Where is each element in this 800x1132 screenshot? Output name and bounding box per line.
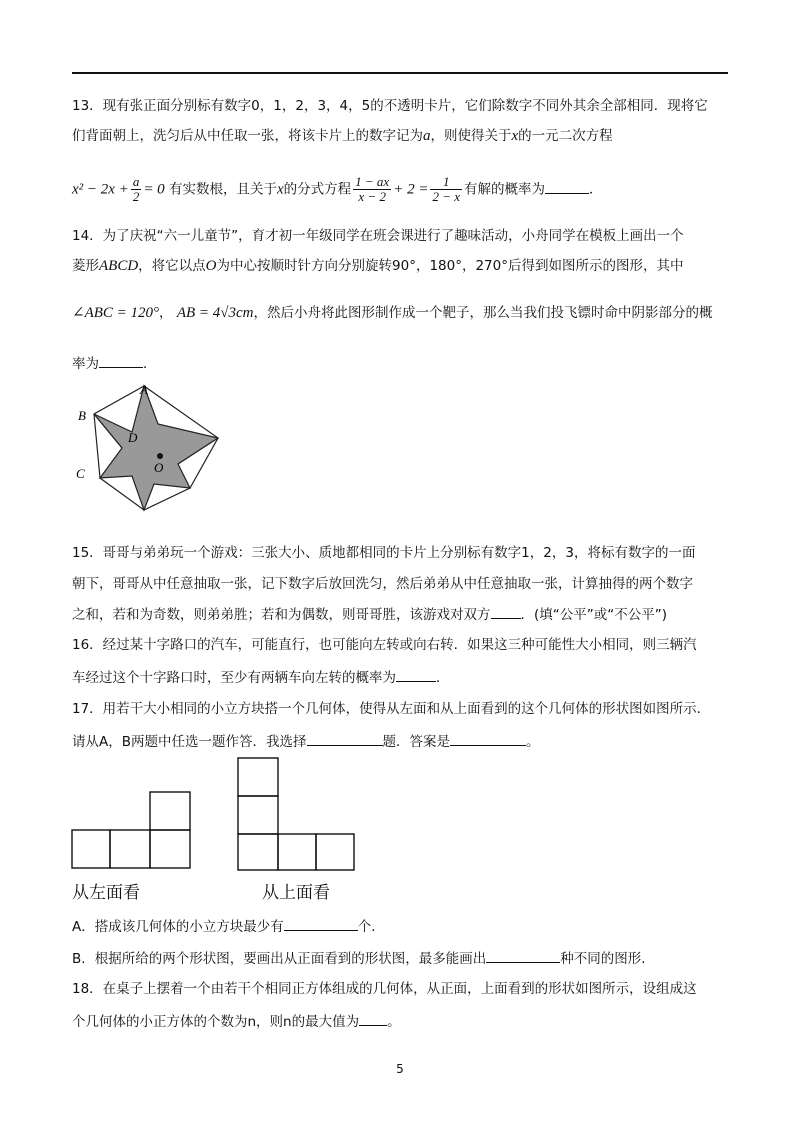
q13-line2: 们背面朝上，洗匀后从中任取一张，将该卡片上的数字记为a，则使得关于x的一元二次方程 <box>72 128 613 144</box>
center-point <box>157 453 163 459</box>
shaded-star <box>94 386 218 510</box>
q15-line2: 朝下，哥哥从中任意抽取一张，记下数字后放回洗匀，然后弟弟从中任意抽取一张，计算抽得的两个数字 <box>72 576 693 592</box>
q17-line2: 请从A，B两题中任选一题作答．我选择 题．答案是 。 <box>72 731 540 752</box>
equation-2-frac-2: $\frac{1}{2 - x}$ <box>432 174 460 204</box>
equation-1: x² − 2x + <box>72 181 129 198</box>
q17-option-b: B．根据所给的两个形状图，要画出从正面看到的形状图，最多能画出 种不同的图形． <box>72 948 655 969</box>
header-rule <box>72 72 728 74</box>
q15-line3: 之和，若和为奇数，则弟弟胜；若和为偶数，则哥哥胜，该游戏对双方 ．(填“公平”或“不公平”) <box>72 604 667 625</box>
answer-blank <box>491 604 521 619</box>
q13-line1: 13．现有张正面分别标有数字0，1，2，3，4，5的不透明卡片，它们除数字不同外其余全部相同．现将它 <box>72 98 708 114</box>
page-number: 5 <box>396 1062 404 1076</box>
q14-line3: ∠ABC = 120°， AB = 4√3cm，然后小舟将此图形制作成一个靶子，那么当我们投飞镖时命中阴影部分的概 <box>72 305 713 321</box>
q14-line1: 14．为了庆祝“六一儿童节”，育才初一年级同学在班会课进行了趣味活动，小舟同学在模板上画出一个 <box>72 228 684 244</box>
label-d: D <box>128 430 138 445</box>
answer-blank <box>545 179 589 194</box>
q14-line4: 率为 ． <box>72 353 157 374</box>
answer-blank <box>450 731 526 746</box>
label-a: A <box>140 382 148 397</box>
caption-left-view: 从左面看 <box>72 883 140 902</box>
q16-line2: 车经过这个十字路口时，至少有两辆车向左转的概率为 ． <box>72 667 450 688</box>
q14-line2: 菱形ABCD，将它以点O为中心按顺时针方向分别旋转90°，180°，270°后得到如图所示的图形，其中 <box>72 258 684 274</box>
answer-blank <box>284 916 358 931</box>
q18-line2: 个几何体的小正方体的个数为n，则n的最大值为 。 <box>72 1011 401 1032</box>
q15-line1: 15．哥哥与弟弟玩一个游戏：三张大小、质地都相同的卡片上分别标有数字1，2，3，将标有数字的一面 <box>72 545 696 561</box>
q13-line3: x² − 2x + $\frac{a}{2}$ = 0 有实数根，且关于x的分式方程 $\frac{1 - ax}{x - 2}$ + 2 = $\frac{1}{2 - x}$ 有解的概率为 ． <box>72 174 603 204</box>
left-view-figure <box>70 790 194 872</box>
caption-top-view: 从上面看 <box>262 883 330 902</box>
top-view-figure <box>236 756 356 872</box>
answer-blank <box>359 1011 387 1026</box>
label-o: O <box>154 460 164 475</box>
pinwheel-figure <box>70 380 230 516</box>
equation-2-frac-1: $\frac{1 - ax}{x - 2}$ <box>355 174 390 204</box>
label-c: C <box>76 466 85 481</box>
answer-blank <box>486 948 560 963</box>
label-b: B <box>78 408 86 423</box>
answer-blank <box>396 667 436 682</box>
q16-line1: 16．经过某十字路口的汽车，可能直行，也可能向左转或向右转．如果这三种可能性大小相同，则三辆汽 <box>72 637 697 653</box>
q18-line1: 18．在桌子上摆着一个由若干个相同正方体组成的几何体，从正面，上面看到的形状如图所示，设组成这 <box>72 981 697 997</box>
answer-blank <box>99 353 143 368</box>
q17-line1: 17．用若干大小相同的小立方块搭一个几何体，使得从左面和从上面看到的这个几何体的形状图如图所示． <box>72 701 711 717</box>
answer-blank <box>307 731 383 746</box>
q17-option-a: A．搭成该几何体的小立方块最少有 个． <box>72 916 385 937</box>
